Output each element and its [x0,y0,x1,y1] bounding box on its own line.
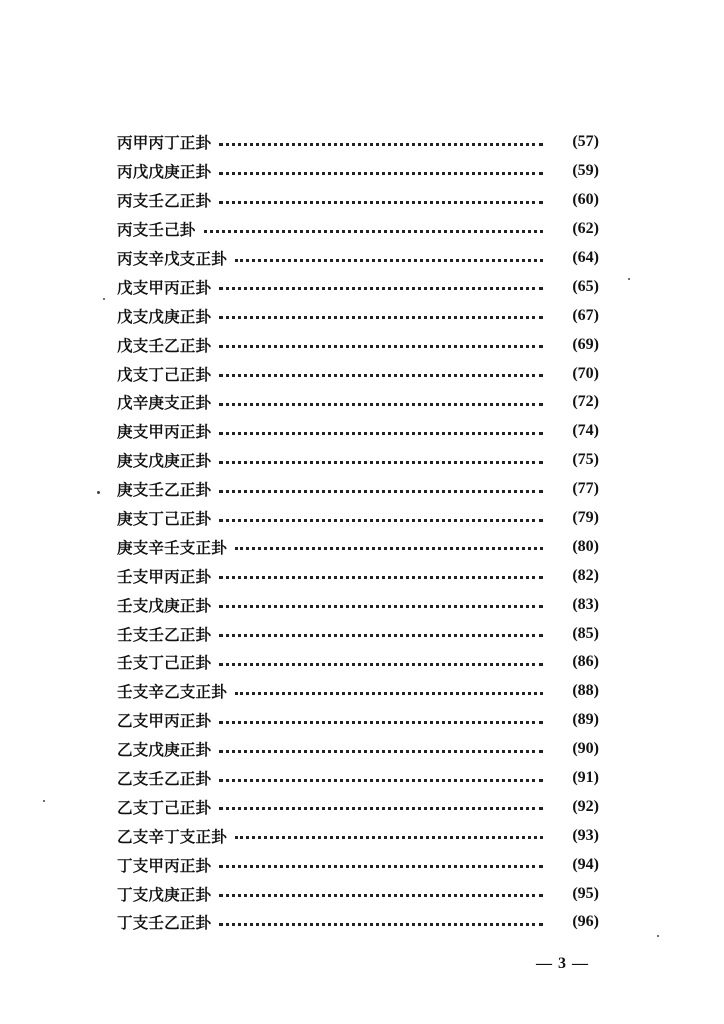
dot-leader [219,316,543,319]
toc-entry [117,879,599,908]
scan-speck [97,491,100,494]
toc-entry-page: (70) [572,364,599,382]
dot-leader [219,519,543,522]
toc-entry [117,446,599,475]
toc-entry [117,388,599,417]
toc-entry-title: 壬支丁己正卦 [117,654,212,673]
toc-entry [117,359,599,388]
toc-entry-page: (67) [572,306,599,324]
dot-leader [219,374,543,377]
toc-entry-page: (82) [572,566,599,584]
dot-leader [219,605,543,608]
toc-entry [117,619,599,648]
toc-entry [117,792,599,821]
toc-entry-page: (77) [572,480,599,498]
toc-entry-page: (64) [572,249,599,266]
toc-entry-page: (91) [572,769,599,787]
toc-entry-page: (89) [572,711,599,729]
dot-leader [235,547,543,550]
toc-entry [117,475,599,504]
dot-leader [219,865,543,868]
toc-entry [117,504,599,533]
toc-entry-title: 壬支戊庚正卦 [117,596,212,615]
toc-entry-title: 壬支甲丙正卦 [117,567,212,586]
toc-entry [117,821,599,850]
toc-entry-page: (85) [572,624,599,642]
toc-entry-title: 庚支壬乙正卦 [117,481,212,500]
toc-entry-page: (94) [572,855,599,873]
dot-leader [219,461,543,464]
toc-entry-page: (72) [572,393,599,411]
toc-entry-page: (86) [572,653,599,671]
dot-leader [219,721,543,724]
toc-entry-page: (62) [572,220,599,238]
toc-entry [117,561,599,590]
toc-entry [117,186,599,215]
dot-leader [235,836,543,839]
toc-entry-title: 丁支戊庚正卦 [117,885,212,904]
toc-entry-title: 乙支甲丙正卦 [117,712,212,731]
dot-leader [219,779,543,782]
dot-leader [219,201,543,204]
toc-entry [117,272,599,301]
dot-leader [219,576,543,579]
scan-speck [103,298,105,300]
toc-entry-title: 丙支壬己卦 [117,221,196,240]
toc-entry-page: (59) [572,162,599,180]
toc-entry [117,706,599,735]
table-of-contents [117,128,599,937]
toc-entry [117,590,599,619]
toc-entry-page: (60) [572,191,599,209]
dot-leader [235,259,543,262]
toc-entry-title: 庚支甲丙正卦 [117,423,212,442]
toc-entry-title: 戊支戊庚正卦 [117,307,212,326]
toc-entry-title: 丙支辛戊支正卦 [117,250,227,268]
dot-leader [219,894,543,897]
toc-entry-title: 乙支辛丁支正卦 [117,827,227,846]
dot-leader [219,490,543,493]
toc-entry-title: 戊支甲丙正卦 [117,278,212,297]
toc-entry-title: 戊辛庚支正卦 [117,394,212,413]
toc-entry-title: 丁支甲丙正卦 [117,856,212,875]
dot-leader [219,432,543,435]
toc-entry [117,850,599,879]
toc-entry [117,417,599,446]
toc-entry [117,301,599,330]
toc-entry-page: (79) [572,509,599,527]
toc-entry-page: (69) [572,335,599,353]
toc-entry-page: (74) [572,422,599,440]
toc-entry-title: 壬支壬乙正卦 [117,625,212,644]
toc-entry [117,330,599,359]
scan-speck [628,278,630,280]
toc-entry-page: (88) [572,682,599,700]
toc-entry-title: 乙支丁己正卦 [117,798,212,817]
dot-leader [235,692,543,695]
toc-entry [117,157,599,186]
toc-entry-title: 丙戊戊庚正卦 [117,163,212,182]
dot-leader [219,287,543,290]
toc-entry-title: 丁支壬乙正卦 [117,914,212,933]
scan-speck [43,800,45,802]
toc-entry-page: (65) [572,277,599,295]
dot-leader [219,663,543,666]
toc-entry [117,244,599,273]
toc-entry [117,532,599,561]
dot-leader [204,230,543,233]
toc-entry-page: (80) [572,537,599,555]
toc-entry-title: 庚支辛壬支正卦 [117,538,227,557]
toc-entry-title: 庚支丁己正卦 [117,510,212,529]
toc-entry-page: (57) [572,133,599,151]
toc-entry-title: 丙甲丙丁正卦 [117,134,212,153]
dot-leader [219,172,543,175]
dot-leader [219,807,543,810]
dot-leader [219,750,543,753]
toc-entry-page: (93) [572,826,599,844]
toc-entry-page: (95) [572,884,599,902]
dot-leader [219,345,543,348]
toc-entry-title: 庚支戊庚正卦 [117,452,212,471]
page-number: — 3 — [536,955,589,972]
toc-entry-title: 乙支戊庚正卦 [117,741,212,760]
toc-entry-title: 戊支丁己正卦 [117,365,212,384]
toc-entry-title: 壬支辛乙支正卦 [117,683,227,702]
dot-leader [219,923,543,926]
toc-entry [117,215,599,244]
toc-entry [117,908,599,937]
toc-entry-page: (92) [572,797,599,815]
toc-entry-page: (75) [572,451,599,469]
toc-entry [117,764,599,793]
scan-speck [657,935,659,937]
toc-entry [117,648,599,677]
dot-leader [219,403,543,406]
toc-entry-title: 乙支壬乙正卦 [117,770,212,789]
toc-entry [117,128,599,157]
toc-entry [117,735,599,764]
dot-leader [219,143,543,146]
dot-leader [219,634,543,637]
toc-entry-title: 戊支壬乙正卦 [117,336,212,355]
toc-entry-page: (83) [572,595,599,613]
toc-entry-title: 丙支壬乙正卦 [117,192,212,211]
toc-entry-page: (96) [572,913,599,931]
toc-entry [117,677,599,706]
toc-entry-page: (90) [572,740,599,758]
